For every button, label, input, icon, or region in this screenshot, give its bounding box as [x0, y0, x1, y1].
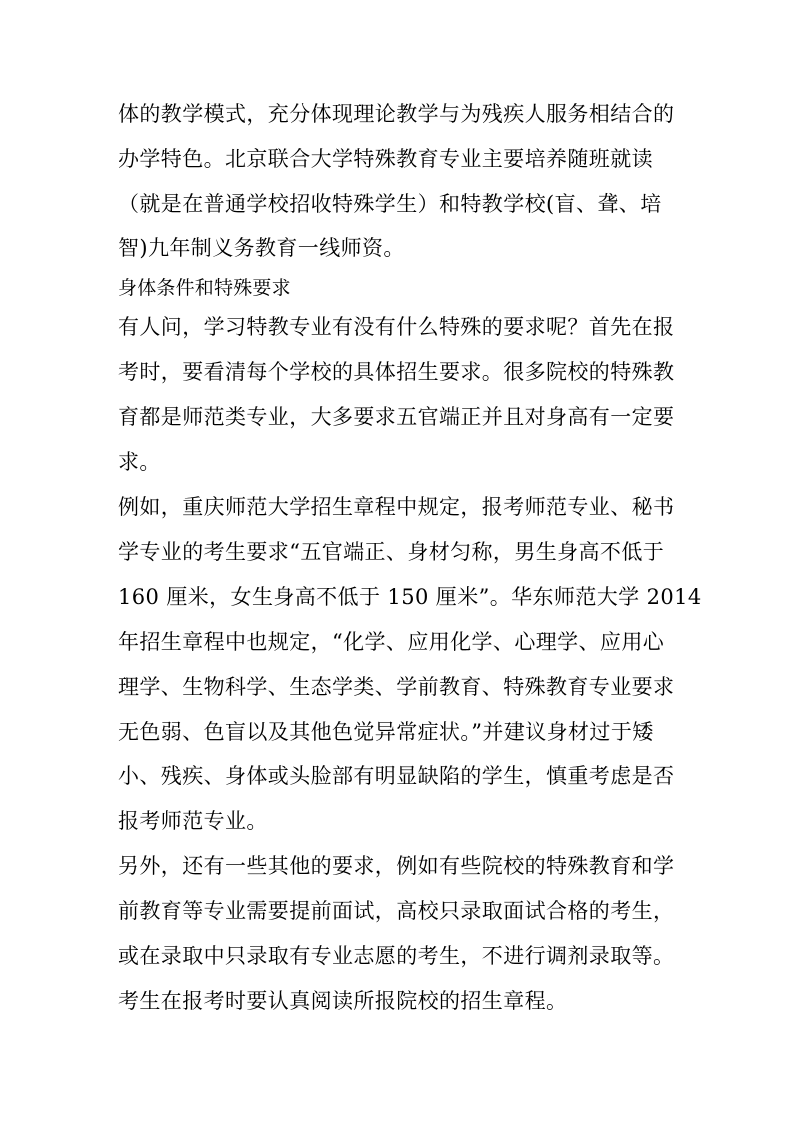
- body-text-line: 有人问，学习特教专业有没有什么特殊的要求呢？首先在报: [118, 315, 675, 339]
- body-text-line: 小、残疾、身体或头脸部有明显缺陷的学生，慎重考虑是否: [118, 764, 675, 788]
- body-text-line: 另外，还有一些其他的要求，例如有些院校的特殊教育和学: [118, 854, 675, 878]
- body-text-line: 理学、生物科学、生态学类、学前教育、特殊教育专业要求: [118, 675, 675, 699]
- body-text-line: 160 厘米，女生身高不低于 150 厘米”。华东师范大学 2014: [118, 585, 702, 609]
- body-text-line: 无色弱、色盲以及其他色觉异常症状。”并建议身材过于矮: [118, 720, 654, 744]
- body-text-line: 办学特色。北京联合大学特殊教育专业主要培养随班就读: [118, 147, 653, 171]
- body-text-line: 例如，重庆师范大学招生章程中规定，报考师范专业、秘书: [118, 495, 675, 519]
- body-text-line: 前教育等专业需要提前面试，高校只录取面试合格的考生，: [118, 899, 675, 923]
- body-text-line: 报考师范专业。: [118, 809, 268, 833]
- body-text-line: 考生在报考时要认真阅读所报院校的招生章程。: [118, 989, 568, 1013]
- body-text-line: 求。: [118, 450, 161, 474]
- body-text-line: 智)九年制义务教育一线师资。: [118, 236, 405, 260]
- body-text-line: 考时，要看清每个学校的具体招生要求。很多院校的特殊教: [118, 360, 675, 384]
- body-text-line: 育都是师范类专业，大多要求五官端正并且对身高有一定要: [118, 405, 675, 429]
- body-text-line: 学专业的考生要求“五官端正、身材匀称，男生身高不低于: [118, 540, 665, 564]
- body-text-line: 体的教学模式，充分体现理论教学与为残疾人服务相结合的: [118, 102, 675, 126]
- section-heading: 身体条件和特殊要求: [118, 277, 291, 299]
- body-text-line: （就是在普通学校招收特殊学生）和特教学校(盲、聋、培: [118, 192, 662, 216]
- body-text-line: 或在录取中只录取有专业志愿的考生，不进行调剂录取等。: [118, 944, 675, 968]
- body-text-line: 年招生章程中也规定，“化学、应用化学、心理学、应用心: [118, 630, 665, 654]
